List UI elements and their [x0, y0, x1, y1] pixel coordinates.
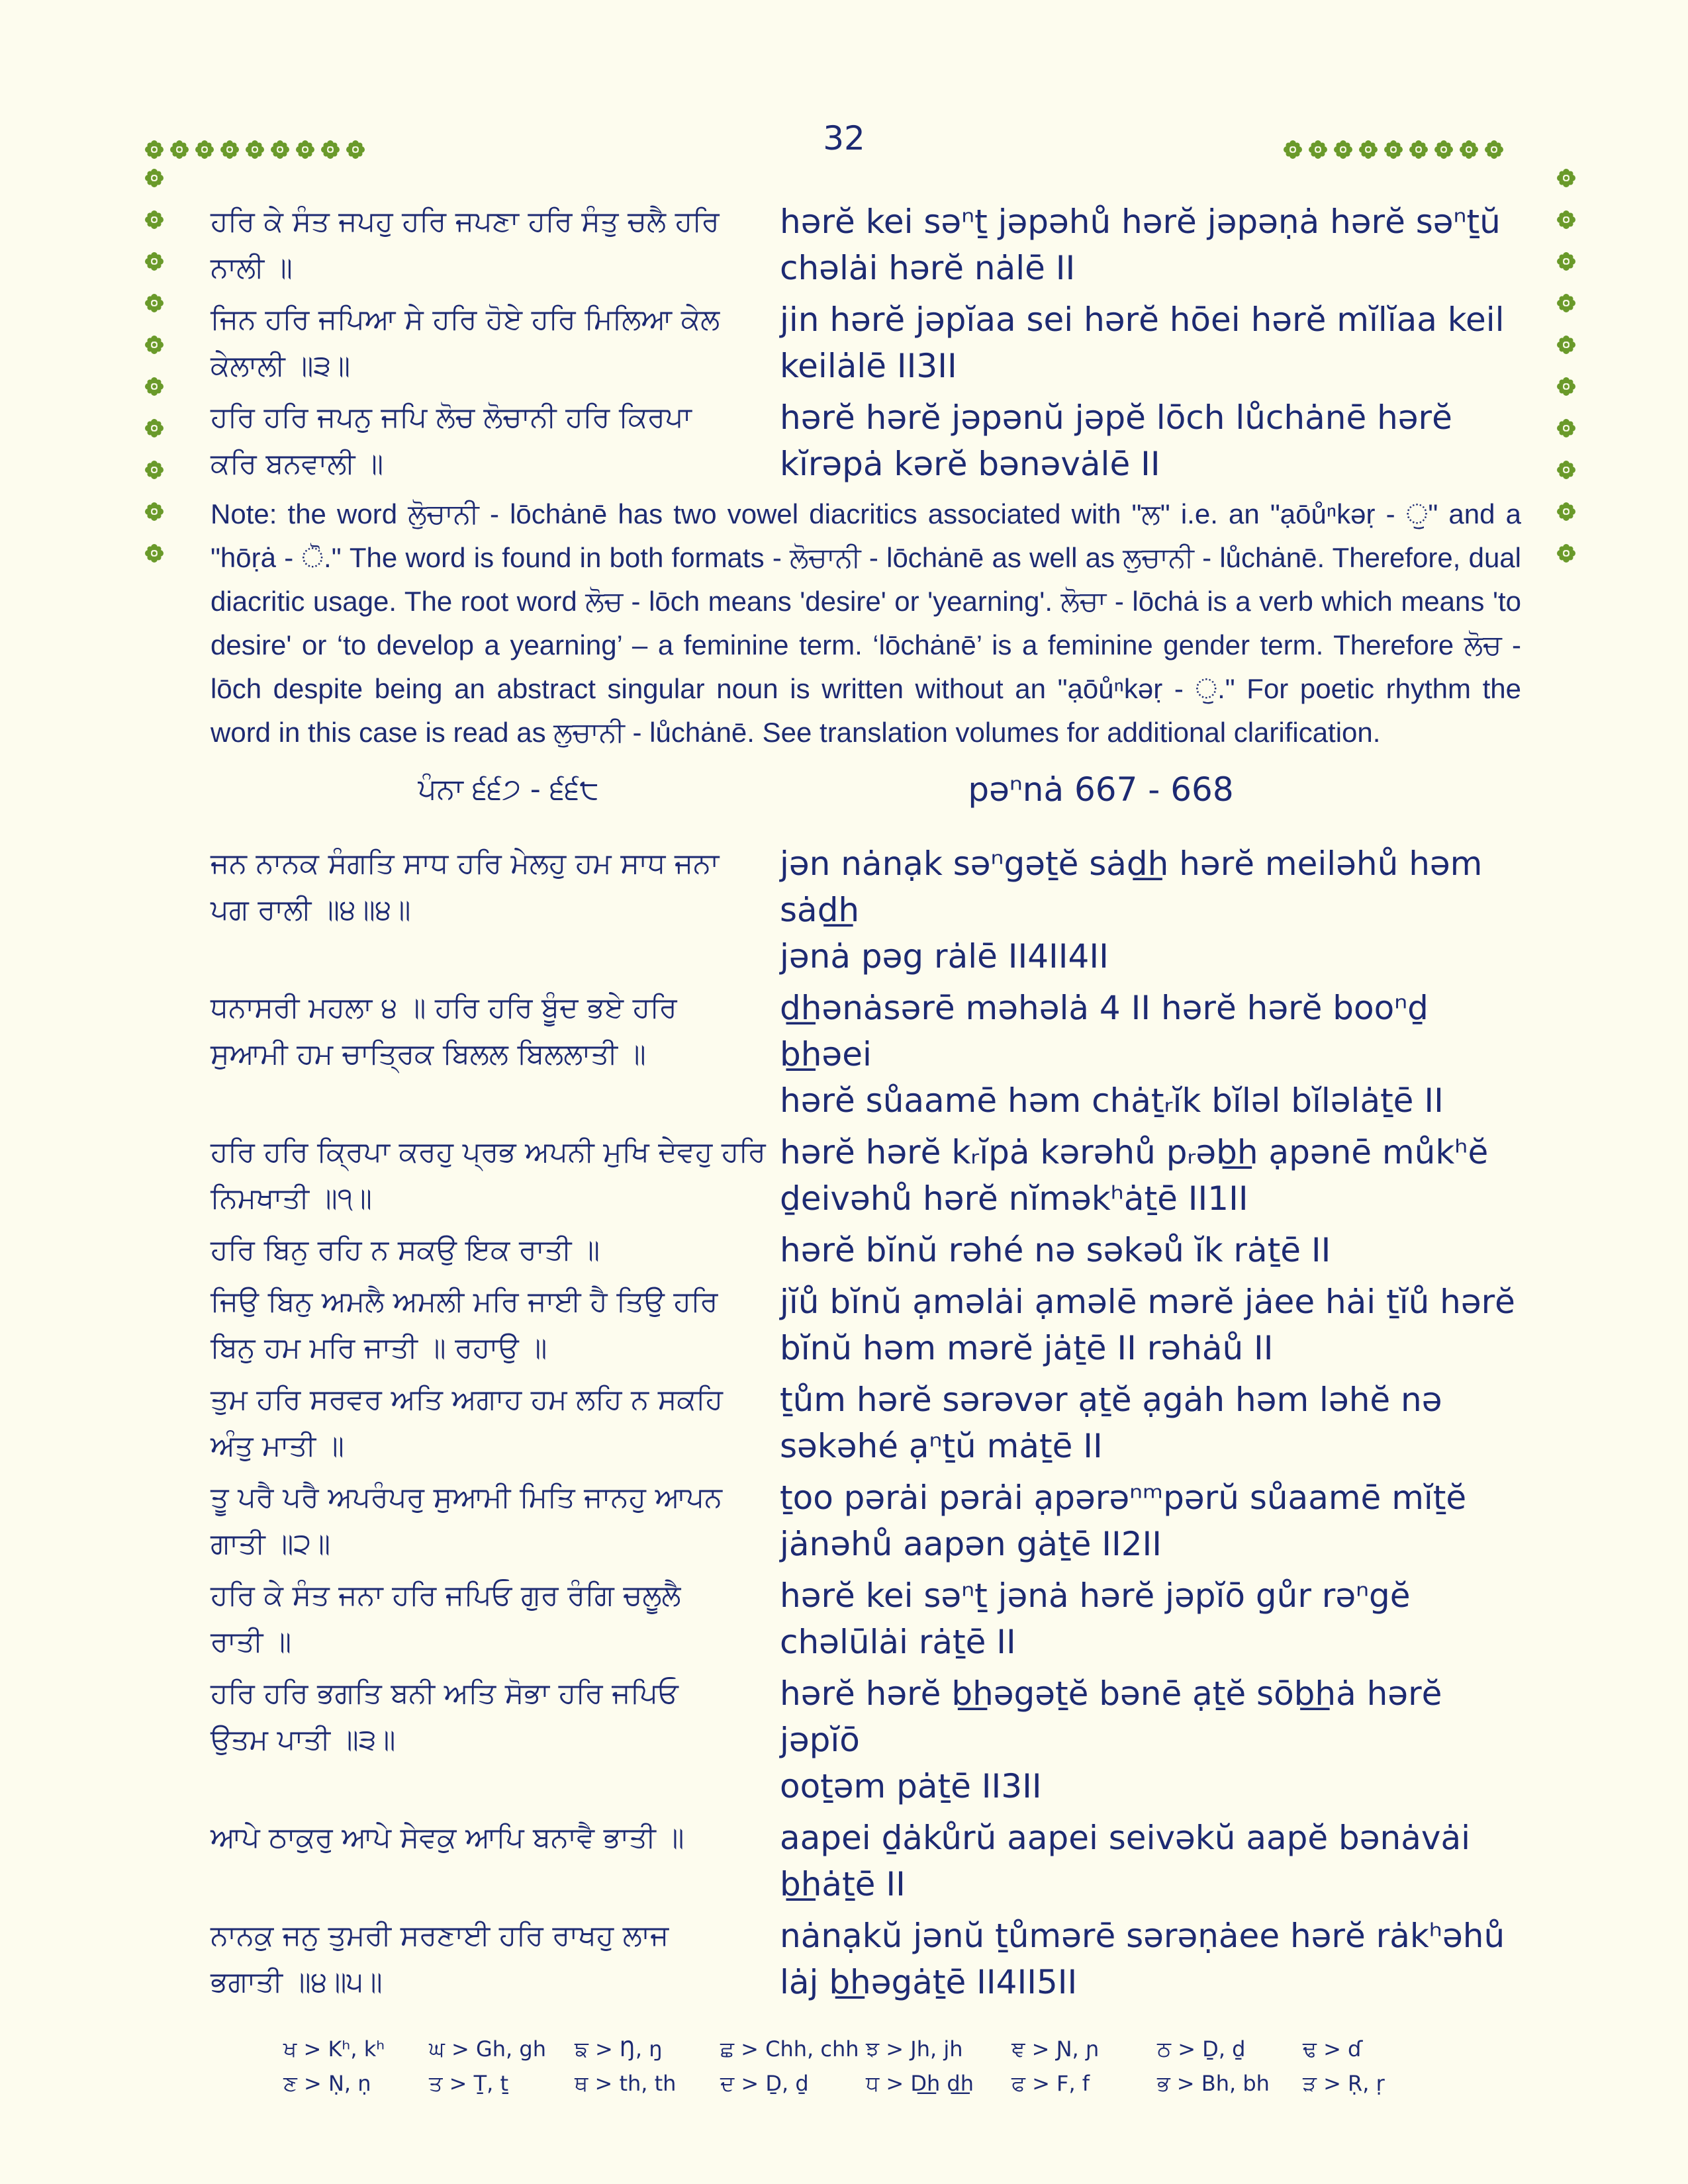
transliteration-line: keilȧlē II3II — [780, 347, 957, 385]
transliteration-text — [780, 1377, 1521, 1469]
transliteration-text — [780, 1913, 1521, 2005]
flower-column — [1554, 165, 1579, 566]
flower-ornament-icon — [1554, 457, 1579, 482]
gurmukhi-line: ਗਾਤੀ ॥੨॥ — [211, 1527, 331, 1561]
flower-ornament-icon — [142, 374, 167, 399]
verse-row — [211, 1815, 1521, 1907]
flower-ornament-icon — [1554, 499, 1579, 524]
gurmukhi-text — [211, 985, 780, 1124]
flower-ornament-icon — [1554, 541, 1579, 566]
verse-row — [211, 841, 1521, 979]
gurmukhi-line: ਹਰਿ ਕੇ ਸੰਤ ਜਨਾ ਹਰਿ ਜਪਿਓ ਗੁਰ ਰੰਗਿ ਚਲੂਲੈ — [211, 1579, 681, 1612]
transliteration-line: jin hərĕ jəpĭaa sei hərĕ hōei hərĕ mĭlĭaa keil — [780, 300, 1505, 339]
flower-ornament-icon — [217, 137, 242, 162]
flower-ornament-icon — [142, 207, 167, 232]
flower-ornament-icon — [1331, 137, 1356, 162]
verse-row — [211, 394, 1521, 487]
transliteration-line: bĭnŭ həm mərĕ jȧṯē II rəhȧů II — [780, 1329, 1274, 1367]
gurmukhi-text — [211, 1129, 780, 1222]
flower-ornament-icon — [1554, 374, 1579, 399]
page-range-heading — [211, 766, 1521, 813]
flower-ornament-icon — [293, 137, 318, 162]
verse-row — [211, 1475, 1521, 1567]
transliteration-line: səkəhé ạⁿṯŭ mȧṯē II — [780, 1427, 1103, 1465]
gurmukhi-line: ਹਰਿ ਬਿਨੁ ਰਹਿ ਨ ਸਕਉ ਇਕ ਰਾਤੀ ॥ — [211, 1234, 600, 1267]
legend-row — [283, 2032, 1448, 2066]
gurmukhi-text — [211, 1377, 780, 1469]
transliteration-text — [780, 1129, 1521, 1222]
gurmukhi-line: ਅੰਤੁ ਮਾਤੀ ॥ — [211, 1430, 344, 1463]
legend-item: ਣ > Ṇ, ṇ — [283, 2071, 371, 2096]
flower-ornament-icon — [1431, 137, 1456, 162]
gurmukhi-line: ਜਿਨ ਹਰਿ ਜਪਿਆ ਸੇ ਹਰਿ ਹੋਏ ਹਰਿ ਮਿਲਿਆ ਕੇਲ — [211, 303, 720, 336]
gurmukhi-text — [211, 1913, 780, 2005]
transliteration-line: lȧj b͟həgȧṯē II4II5II — [780, 1963, 1078, 2001]
page-range-gurmukhi: ਪੰਨਾ ੬੬੭ - ੬੬੮ — [418, 772, 599, 806]
flower-ornament-icon — [242, 137, 267, 162]
verse-row — [211, 1129, 1521, 1222]
transliteration-line: jənȧ pəg rȧlē II4II4II — [780, 937, 1109, 976]
flower-row — [1280, 137, 1507, 162]
transliteration-line: ḏeivəhů hərĕ nĭməkʰȧṯē II1II — [780, 1179, 1248, 1218]
legend-item: ਭ > Bh, bh — [1157, 2071, 1270, 2096]
gurmukhi-line: ਆਪੇ ਠਾਕੁਰੁ ਆਪੇ ਸੇਵਕੁ ਆਪਿ ਬਨਾਵੈ ਭਾਤੀ ॥ — [211, 1821, 684, 1854]
verse-row — [211, 1913, 1521, 2005]
transliteration-text — [780, 1815, 1521, 1907]
page-range-translit: pəⁿnȧ 667 - 668 — [968, 770, 1234, 809]
flower-ornament-icon — [1406, 137, 1431, 162]
flower-ornament-icon — [318, 137, 343, 162]
verse-row — [211, 296, 1521, 389]
transliteration-line: ṯoo pərȧi pərȧi ạpərəⁿᵐpərŭ sůaamē mĭṯĕ — [780, 1479, 1467, 1517]
gurmukhi-line: ਤੁਮ ਹਰਿ ਸਰਵਰ ਅਤਿ ਅਗਾਹ ਹਮ ਲਹਿ ਨ ਸਕਹਿ — [211, 1383, 723, 1416]
gurmukhi-line: ਰਾਤੀ ॥ — [211, 1625, 292, 1659]
gurmukhi-line: ਭਗਾਤੀ ॥੪॥੫॥ — [211, 1966, 383, 1999]
gurmukhi-line: ਹਰਿ ਹਰਿ ਭਗਤਿ ਬਨੀ ਅਤਿ ਸੋਭਾ ਹਰਿ ਜਪਿਓ — [211, 1677, 679, 1710]
flower-ornament-icon — [1554, 332, 1579, 357]
flower-ornament-icon — [142, 249, 167, 274]
gurmukhi-line: ਸੁਆਮੀ ਹਮ ਚਾਤ੍ਰਿਕ ਬਿਲਲ ਬਿਲਲਾਤੀ ॥ — [211, 1038, 646, 1071]
gurmukhi-line: ਪਗ ਰਾਲੀ ॥੪॥੪॥ — [211, 893, 411, 927]
gurmukhi-line: ਧਨਾਸਰੀ ਮਹਲਾ ੪ ॥ ਹਰਿ ਹਰਿ ਬੂੰਦ ਭਏ ਹਰਿ — [211, 991, 677, 1024]
gurmukhi-line: ਤੂ ਪਰੈ ਪਰੈ ਅਪਰੰਪਰੁ ਸੁਆਮੀ ਮਿਤਿ ਜਾਨਹੁ ਆਪਨ — [211, 1481, 722, 1514]
transliteration-legend — [283, 2032, 1448, 2101]
verse-row — [211, 985, 1521, 1124]
legend-item: ੜ > Ṛ, ṛ — [1303, 2071, 1385, 2096]
note-paragraph: Note: the word ਲੋੁਚਾਨੀ - lōchȧnē has two vowel diacritics associated with "ਲ" i.e. an "ạōůⁿkəṛ - ੁ" and a "hōṛȧ - ੋ." The word is found in both formats - ਲੋਚਾਨੀ - lōchȧnē as well as ਲੁਚਾਨੀ - lůchȧnē. Therefore, dual diacritic usage. The root word ਲੋਚ - lōch means 'desire' or 'yearning'. ਲੋਚਾ - lōchȧ is a verb which means 'to desire' or ‘to develop a yearning’ – a feminine term. ‘lōchȧnē’ is a feminine gender term. Therefore ਲੋਚ - lōch despite being an abstract singular noun is written without an "ạōůⁿkəṛ - ੁ." For poetic rhythm the word in this case is read as ਲੁਚਾਨੀ - lůchȧnē. See translation volumes for additional clarification. — [211, 498, 1521, 748]
transliteration-line: hərĕ hərĕ jəpənŭ jəpĕ lōch lůchȧnē hərĕ — [780, 398, 1452, 437]
transliteration-text — [780, 394, 1521, 487]
flower-row — [142, 137, 368, 162]
transliteration-line: hərĕ hərĕ b͟həgəṯĕ bənē ạṯĕ sōb͟hȧ hərĕ jəpĭō — [780, 1674, 1442, 1759]
legend-item: ਢ > ɗ — [1303, 2036, 1363, 2062]
flower-ornament-icon — [343, 137, 368, 162]
flower-ornament-icon — [142, 541, 167, 566]
gurmukhi-line: ਬਿਨੁ ਹਮ ਮਰਿ ਜਾਤੀ ॥ ਰਹਾਉ ॥ — [211, 1332, 547, 1365]
flower-ornament-icon — [142, 499, 167, 524]
transliteration-line: b͟hȧṯē II — [780, 1865, 906, 1903]
legend-item: ਠ > Ḏ, ḏ — [1157, 2036, 1246, 2062]
transliteration-text — [780, 1670, 1521, 1809]
gurmukhi-line: ਜਨ ਨਾਨਕ ਸੰਗਤਿ ਸਾਧ ਹਰਿ ਮੇਲਹੁ ਹਮ ਸਾਧ ਜਨਾ — [211, 847, 720, 880]
flower-ornament-icon — [142, 457, 167, 482]
flower-ornament-icon — [1554, 291, 1579, 316]
transliteration-line: ooṯəm pȧṯē II3II — [780, 1767, 1042, 1805]
gurmukhi-line: ਉਤਮ ਪਾਤੀ ॥੩॥ — [211, 1723, 396, 1756]
legend-item: ਘ > Gh, gh — [429, 2036, 546, 2062]
flower-ornament-icon — [1554, 416, 1579, 441]
transliteration-line: chəlūlȧi rȧṯē II — [780, 1623, 1016, 1661]
transliteration-line: jĭů bĭnŭ ạməlȧi ạməlē mərĕ jȧee hȧi ṯĭů hərĕ — [780, 1283, 1515, 1321]
gurmukhi-text — [211, 1475, 780, 1567]
transliteration-line: hərĕ sůaamē həm chȧṯᵣĭk bĭləl bĭləlȧṯē II — [780, 1081, 1444, 1120]
flower-ornament-icon — [1381, 137, 1406, 162]
transliteration-line: kĭrəpȧ kərĕ bənəvȧlē II — [780, 445, 1160, 483]
gurmukhi-line: ਹਰਿ ਹਰਿ ਕ੍ਰਿਪਾ ਕਰਹੁ ਪ੍ਰਭ ਅਪਨੀ ਮੁਖਿ ਦੇਵਹੁ ਹਰਿ — [211, 1136, 766, 1169]
flower-ornament-icon — [142, 165, 167, 191]
transliteration-text — [780, 1572, 1521, 1665]
transliteration-line: jən nȧnạk səⁿgəṯĕ sȧd͟h hərĕ meiləhů həm sȧd͟h — [780, 844, 1483, 929]
flower-ornament-icon — [1456, 137, 1481, 162]
transliteration-line: nȧnạkŭ jənŭ ṯůmərē sərəṇȧee hərĕ rȧkʰəhů — [780, 1917, 1505, 1955]
gurmukhi-text — [211, 199, 780, 291]
gurmukhi-text — [211, 296, 780, 389]
legend-item: ਝ > Jh, jh — [866, 2036, 963, 2062]
gurmukhi-line: ਨਾਨਕੁ ਜਨੁ ਤੁਮਰੀ ਸਰਣਾਈ ਹਰਿ ਰਾਖਹੁ ਲਾਜ — [211, 1919, 669, 1952]
legend-item: ਦ > Ḏ, ḏ — [720, 2071, 809, 2096]
verse-row — [211, 1377, 1521, 1469]
flower-ornament-icon — [167, 137, 192, 162]
transliteration-text — [780, 1279, 1521, 1371]
verse-row — [211, 1227, 1521, 1273]
flower-ornament-icon — [1356, 137, 1381, 162]
transliteration-line: aapei ḏȧkůrŭ aapei seivəkŭ aapĕ bənȧvȧi — [780, 1819, 1470, 1857]
gurmukhi-text — [211, 1815, 780, 1907]
flower-column — [142, 165, 167, 566]
transliteration-line: hərĕ bĭnŭ rəhé nə səkəů ĭk rȧṯē II — [780, 1231, 1331, 1269]
flower-ornament-icon — [142, 137, 167, 162]
flower-ornament-icon — [1280, 137, 1305, 162]
transliteration-line: hərĕ hərĕ kᵣĭpȧ kərəhů pᵣəb͟h ạpənē můkʰĕ — [780, 1133, 1489, 1171]
verses-bottom — [211, 841, 1521, 2005]
gurmukhi-text — [211, 1670, 780, 1809]
page-number: 32 — [823, 119, 865, 158]
flower-ornament-icon — [1305, 137, 1331, 162]
legend-item: ਤ > Ṯ, ṯ — [429, 2071, 509, 2096]
transliteration-text — [780, 296, 1521, 389]
legend-item: ਛ > Chh, chh — [720, 2036, 859, 2062]
transliteration-text — [780, 985, 1521, 1124]
legend-row — [283, 2066, 1448, 2101]
transliteration-line: jȧnəhů aapən gȧṯē II2II — [780, 1525, 1162, 1563]
gurmukhi-text — [211, 1279, 780, 1371]
flower-ornament-icon — [1481, 137, 1507, 162]
transliteration-line: d͟hənȧsərē məhəlȧ 4 II hərĕ hərĕ booⁿḏ b͟həei — [780, 989, 1429, 1073]
gurmukhi-line: ਕਰਿ ਬਨਵਾਲੀ ॥ — [211, 447, 384, 480]
verses-top — [211, 199, 1521, 487]
gurmukhi-line: ਕੇਲਾਲੀ ॥੩॥ — [211, 349, 351, 383]
page-content — [211, 199, 1521, 2011]
flower-ornament-icon — [1554, 165, 1579, 191]
transliteration-line: hərĕ kei səⁿṯ jəpəhů hərĕ jəpəṇȧ hərĕ səⁿṯŭ — [780, 203, 1501, 241]
gurmukhi-text — [211, 1227, 780, 1273]
verse-row — [211, 1279, 1521, 1371]
transliteration-line: ṯům hərĕ sərəvər ạṯĕ ạgȧh həm ləhĕ nə — [780, 1381, 1442, 1419]
flower-ornament-icon — [1554, 249, 1579, 274]
legend-item: ਧ > D͟h d͟h — [866, 2071, 974, 2096]
gurmukhi-text — [211, 1572, 780, 1665]
transliteration-text — [780, 1227, 1521, 1273]
gurmukhi-text — [211, 394, 780, 487]
gurmukhi-line: ਨਾਲੀ ॥ — [211, 251, 293, 285]
legend-item: ਞ > Ɲ, ɲ — [1011, 2036, 1100, 2062]
legend-item: ਥ > th, th — [575, 2071, 677, 2096]
gurmukhi-line: ਨਿਮਖਾਤੀ ॥੧॥ — [211, 1182, 373, 1215]
transliteration-text — [780, 199, 1521, 291]
gurmukhi-text — [211, 841, 780, 979]
transliteration-line: chəlȧi hərĕ nȧlē II — [780, 249, 1076, 287]
flower-ornament-icon — [192, 137, 217, 162]
flower-ornament-icon — [142, 291, 167, 316]
transliteration-text — [780, 1475, 1521, 1567]
gurmukhi-line: ਹਰਿ ਹਰਿ ਜਪਨੁ ਜਪਿ ਲੋਚ ਲੋਚਾਨੀ ਹਰਿ ਕਿਰਪਾ — [211, 401, 692, 434]
flower-ornament-icon — [142, 332, 167, 357]
transliteration-text — [780, 841, 1521, 979]
flower-ornament-icon — [1554, 207, 1579, 232]
transliteration-line: hərĕ kei səⁿṯ jənȧ hərĕ jəpĭō gůr rəⁿgĕ — [780, 1576, 1411, 1615]
gurmukhi-line: ਹਰਿ ਕੇ ਸੰਤ ਜਪਹੁ ਹਰਿ ਜਪਣਾ ਹਰਿ ਸੰਤੁ ਚਲੈ ਹਰਿ — [211, 205, 720, 238]
legend-item: ਙ > Ŋ, ŋ — [575, 2036, 663, 2062]
verse-row — [211, 1572, 1521, 1665]
verse-row — [211, 1670, 1521, 1809]
gurmukhi-line: ਜਿਉ ਬਿਨੁ ਅਮਲੈ ਅਮਲੀ ਮਰਿ ਜਾਈ ਹੈ ਤਿਉ ਹਰਿ — [211, 1285, 718, 1318]
flower-ornament-icon — [267, 137, 293, 162]
flower-ornament-icon — [142, 416, 167, 441]
legend-item: ਫ > F, f — [1011, 2071, 1090, 2096]
verse-row — [211, 199, 1521, 291]
legend-item: ਖ > Kʰ, kʰ — [283, 2036, 385, 2062]
